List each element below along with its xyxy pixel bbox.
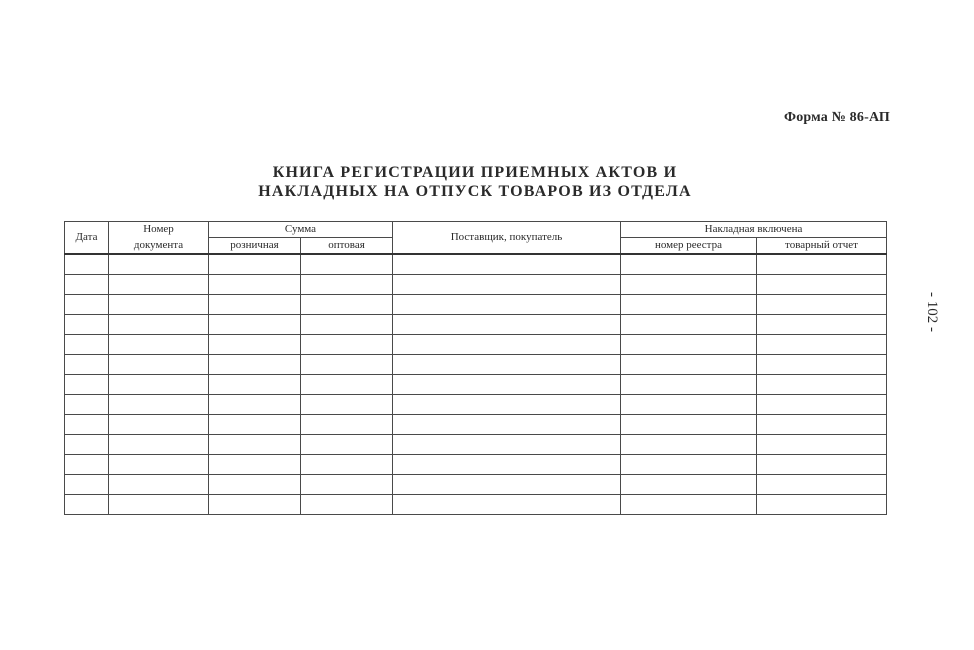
table-cell [65,295,109,315]
table-cell [301,355,393,375]
table-row [65,355,887,375]
table-cell [621,475,757,495]
table-cell [109,415,209,435]
table-cell [65,475,109,495]
table-row [65,335,887,355]
table-cell [621,435,757,455]
table-cell [109,455,209,475]
table-cell [393,495,621,515]
table-cell [621,455,757,475]
table-cell [209,435,301,455]
table-cell [209,335,301,355]
header-goods-report: товарный отчет [757,238,887,255]
table-cell [209,455,301,475]
table-cell [65,415,109,435]
table-cell [757,275,887,295]
table-row [65,455,887,475]
header-invoice-included: Накладная включена [621,222,887,238]
table-cell [757,315,887,335]
table-cell [621,355,757,375]
title-line-2: НАКЛАДНЫХ НА ОТПУСК ТОВАРОВ ИЗ ОТДЕЛА [258,183,692,200]
table-cell [109,495,209,515]
table-cell [301,415,393,435]
table-cell [109,335,209,355]
table-cell [109,315,209,335]
table-cell [301,335,393,355]
table-cell [301,435,393,455]
table-cell [621,495,757,515]
table-cell [393,475,621,495]
table-row [65,254,887,275]
table-cell [393,435,621,455]
table-cell [621,254,757,275]
table-cell [757,415,887,435]
table-cell [621,375,757,395]
table-row [65,495,887,515]
table-cell [65,495,109,515]
header-doc-number-line2: документа [109,238,209,255]
table-cell [209,355,301,375]
header-sum: Сумма [209,222,393,238]
table-cell [209,475,301,495]
table-cell [393,295,621,315]
table-row [65,475,887,495]
table-cell [301,275,393,295]
table-cell [393,315,621,335]
header-retail: розничная [209,238,301,255]
table-cell [65,395,109,415]
table-cell [209,375,301,395]
table-cell [757,335,887,355]
table-cell [301,475,393,495]
page-number: - 102 - [924,292,940,332]
table-cell [301,315,393,335]
table-cell [209,395,301,415]
table-row [65,435,887,455]
table-cell [109,435,209,455]
table-cell [209,275,301,295]
table-cell [109,355,209,375]
table-cell [393,375,621,395]
table-cell [109,475,209,495]
header-registry-number: номер реестра [621,238,757,255]
table-row [65,315,887,335]
table-cell [301,495,393,515]
table-cell [621,415,757,435]
table-cell [757,355,887,375]
table-cell [65,335,109,355]
register-body [65,254,887,515]
table-cell [209,254,301,275]
header-doc-number-line1: Номер [109,222,209,238]
table-cell [65,455,109,475]
table-cell [109,375,209,395]
table-cell [621,295,757,315]
document-title [200,163,750,201]
table-cell [109,395,209,415]
table-cell [393,254,621,275]
table-cell [209,315,301,335]
header-date: Дата [65,222,109,255]
table-cell [757,495,887,515]
title-line-1: КНИГА РЕГИСТРАЦИИ ПРИЕМНЫХ АКТОВ И [272,164,678,181]
table-cell [301,375,393,395]
table-cell [757,455,887,475]
table-cell [65,254,109,275]
table-cell [109,295,209,315]
table-row [65,375,887,395]
table-cell [301,395,393,415]
table-cell [65,315,109,335]
table-cell [65,435,109,455]
table-cell [109,254,209,275]
table-cell [65,275,109,295]
table-cell [393,355,621,375]
table-cell [621,335,757,355]
table-cell [621,395,757,415]
table-cell [393,415,621,435]
table-cell [393,455,621,475]
table-row [65,295,887,315]
table-cell [757,435,887,455]
table-cell [301,295,393,315]
table-cell [65,355,109,375]
table-cell [301,254,393,275]
table-cell [393,275,621,295]
table-cell [757,295,887,315]
table-cell [209,415,301,435]
form-number: Форма № 86-АП [783,110,890,125]
table-cell [757,254,887,275]
table-cell [393,335,621,355]
header-supplier: Поставщик, покупатель [393,222,621,255]
table-row [65,275,887,295]
table-cell [209,295,301,315]
table-cell [757,475,887,495]
table-cell [109,275,209,295]
table-cell [393,395,621,415]
table-cell [301,455,393,475]
table-row [65,395,887,415]
table-cell [757,375,887,395]
table-row [65,415,887,435]
table-cell [209,495,301,515]
register-table [64,221,887,515]
table-cell [65,375,109,395]
table-cell [621,275,757,295]
header-wholesale: оптовая [301,238,393,255]
table-cell [757,395,887,415]
table-cell [621,315,757,335]
